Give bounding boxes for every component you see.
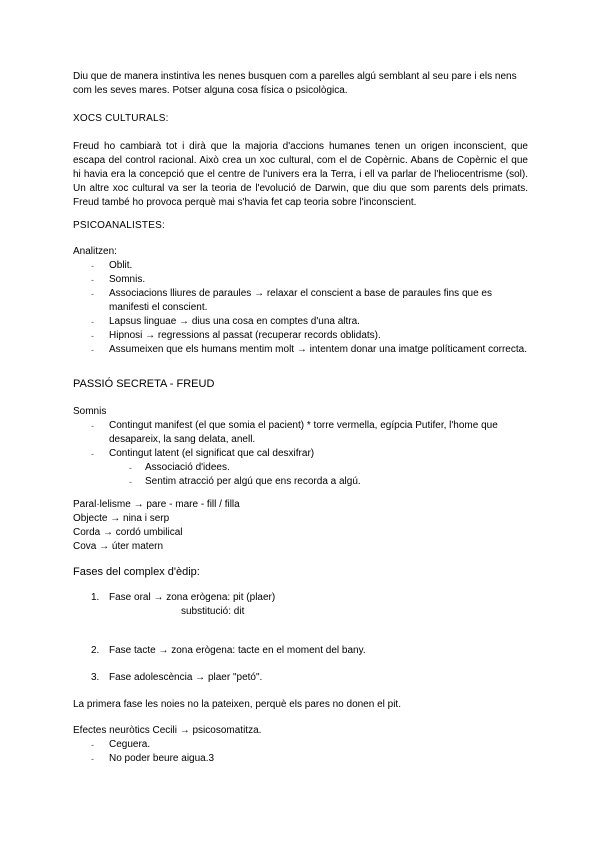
list-item: - Oblit. [73,259,528,273]
list-item: - No poder beure aigua.3 [73,752,528,766]
item-number: 1. [91,592,100,603]
xocs-culturals-heading: XOCS CULTURALS: [73,113,169,124]
list-item: - Sentim atracció per algú que ens recorda a algú. [73,475,528,489]
list-item: - Somnis. [73,273,528,287]
somnis-list [73,419,528,461]
list-item: - Assumeixen que els humans mentim molt → intentem donar una imatge políticament correcta. [73,343,528,357]
list-item: - Associació d'idees. [73,461,528,475]
list-item [91,671,511,685]
efectes-label: Efectes neuròtics Cecili → psicosomatitza. [73,725,262,736]
list-item: - Associacions lliures de paraules → relaxar el conscient a base de paraules fins que es manifesti el conscient. [73,287,528,315]
primera-fase-paragraph: La primera fase les noies no la pateixen, perquè els pares no donen el pit. [73,699,401,710]
xocs-culturals-paragraph: Freud ho cambiarà tot i dirà que la majoria d'accions humanes tenen un origen inconscient, que escapa del control racional. Això crea un xoc cultural, com el de Copèrnic. Abans de Copèrnic el que hi havia era la concepció que el centre de l'univers era la Terra, i ell va parlar de l'heliocentrisme (sol). Un altre xoc cultural va ser la teoria de l'evolució de Darwin, que diu que som parents dels primats. Freud també ho provoca perquè mai s'havia fet cap teoria sobre l'inconscient. [73,141,528,208]
psicoanalistes-heading: PSICOANALISTES: [73,220,165,231]
passio-secreta-heading: PASSIÓ SECRETA - FREUD [73,378,215,390]
list-item [91,591,511,619]
fases-edip-list [73,591,528,691]
list-item: - Lapsus linguae → dius una cosa en comptes d'una altra. [73,315,528,329]
psicoanalistes-section [73,245,528,357]
list-item: Paral·lelisme → pare - mare - fill / filla [73,499,240,510]
item-text: Fase tacte → zona erògena: tacte en el moment del bany. [109,645,366,656]
list-item: - Contingut manifest (el que somia el pacient) * torre vermella, egípcia Putifer, l'home que desapareix, la sang delata, anell. [73,419,528,447]
item-subline: substitució: dit [181,606,245,617]
paralelisme-list [73,498,528,554]
item-number: 2. [91,645,100,656]
item-text: Fase oral → zona erògena: pit (plaer) [109,592,276,603]
somnis-label: Somnis [73,406,107,417]
list-item: - Ceguera. [73,738,528,752]
list-item [91,644,511,658]
list-item: Objecte → nina i serp [73,513,170,524]
somnis-section [73,405,528,489]
list-item: - Hipnosi → regressions al passat (recuperar records oblidats). [73,329,528,343]
list-item: Corda → cordó umbilical [73,527,183,538]
list-item: Cova → úter matern [73,541,164,552]
list-item: - Contingut latent (el significat que cal desxifrar) [73,447,528,461]
item-number: 3. [91,672,100,683]
efectes-section [73,724,528,766]
intro-paragraph: Diu que de manera instintiva les nenes busquen com a parelles algú semblant al seu pare i els nens com les seves mares. Potser alguna cosa física o psicològica. [73,71,517,96]
contingut-latent-sublist [73,461,528,489]
item-text: Fase adolescència → plaer "petó". [109,672,263,683]
analitzen-list [73,259,528,357]
efectes-list [73,738,528,766]
fases-edip-heading: Fases del complex d'èdip: [73,566,200,578]
analitzen-label: Analitzen: [73,246,117,257]
